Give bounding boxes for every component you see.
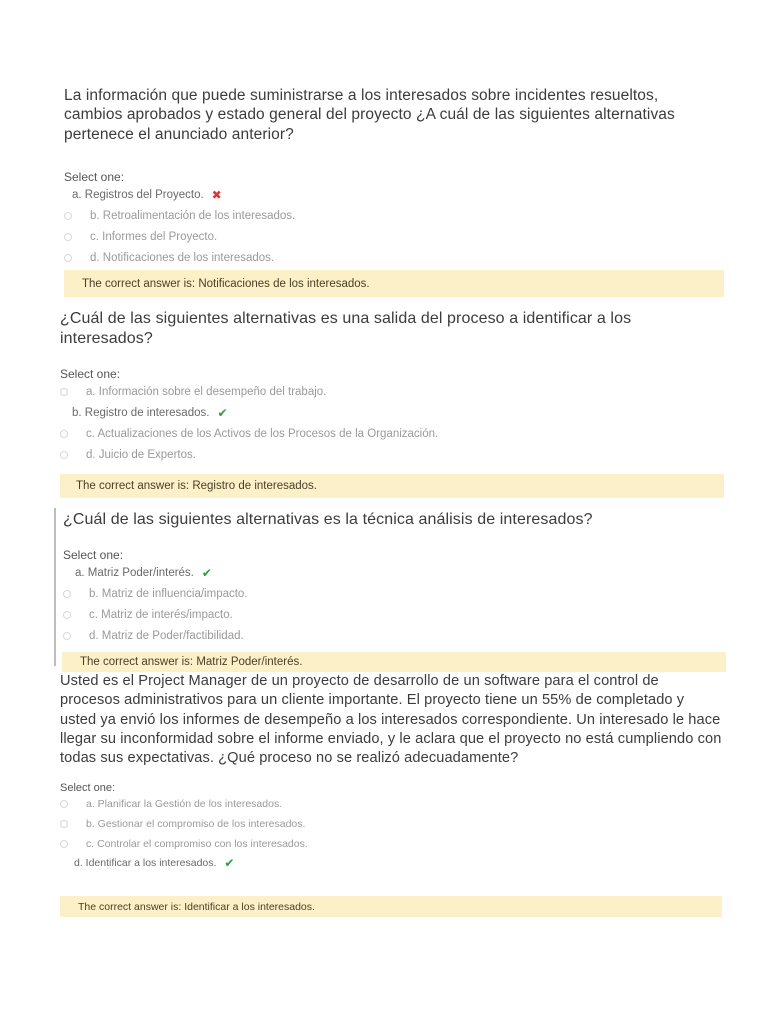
option-label: d. Juicio de Expertos. [86,448,196,461]
option-d[interactable] [63,625,728,646]
option-label: d. Identificar a los interesados. [74,857,217,870]
check-icon: ✔ [217,405,228,420]
select-one-label: Select one: [60,782,116,795]
option-label: c. Informes del Proyecto. [90,230,218,243]
option-label: a. Matriz Poder/interés. [75,566,194,579]
option-c[interactable] [63,604,728,625]
question-text: Usted es el Project Manager de un proyecto de desarrollo de un software para el control de procesos administrativos para un cliente importante. El proyecto tiene un 55% de completado y usted ya envió los informes de desempeño a los interesados correspondiente. Un interesado le hace llegar su inconformidad sobre el informe enviado, y le aclara que el proyecto no está cumpliendo con todas sus expectativas. ¿Qué proceso no se realizó adecuadamente? [60,673,722,766]
option-label: d. Matriz de Poder/factibilidad. [89,629,244,642]
left-border [54,508,56,666]
feedback-text: The correct answer is: Registro de interesados. [76,480,317,492]
radio-icon[interactable] [60,800,68,808]
option-a[interactable] [60,794,725,814]
radio-icon[interactable] [64,233,72,241]
feedback-text: The correct answer is: Matriz Poder/interés. [80,656,303,668]
feedback-box [60,896,722,917]
question-1 [64,86,724,268]
option-a[interactable] [60,381,725,402]
question-4 [60,672,725,872]
option-b[interactable] [72,402,725,423]
feedback-box [60,474,724,498]
question-3 [63,510,728,646]
option-c[interactable] [60,423,725,444]
feedback-box [62,652,726,672]
check-icon: ✔ [201,565,212,580]
question-text: ¿Cuál de las siguientes alternativas es la técnica análisis de interesados? [63,511,593,528]
option-d[interactable] [64,247,724,268]
option-label: c. Actualizaciones de los Activos de los Procesos de la Organización. [86,427,439,440]
option-a[interactable] [58,184,724,205]
feedback-text: The correct answer is: Identificar a los interesados. [78,900,315,913]
option-label: b. Matriz de influencia/impacto. [89,587,248,600]
radio-icon[interactable] [60,820,68,828]
question-2 [60,309,725,465]
feedback-text: The correct answer is: Notificaciones de los interesados. [82,277,370,290]
option-b[interactable] [60,814,725,834]
option-a[interactable] [75,562,728,583]
cross-icon: ✖ [211,187,222,202]
option-b[interactable] [63,583,728,604]
radio-icon[interactable] [63,611,71,619]
radio-icon[interactable] [60,388,68,396]
check-icon: ✔ [224,856,235,871]
option-label: a. Registros del Proyecto. [72,188,204,201]
option-label: a. Información sobre el desempeño del trabajo. [86,385,327,398]
radio-icon[interactable] [63,632,71,640]
option-label: d. Notificaciones de los interesados. [90,251,275,264]
radio-icon[interactable] [63,590,71,598]
option-label: c. Controlar el compromiso con los interesados. [86,838,308,851]
radio-icon[interactable] [64,254,72,262]
option-b[interactable] [64,205,724,226]
radio-icon[interactable] [60,840,68,848]
option-c[interactable] [64,226,724,247]
radio-icon[interactable] [60,451,68,459]
option-c[interactable] [60,834,725,854]
option-label: b. Gestionar el compromiso de los interesados. [86,818,306,831]
option-label: b. Registro de interesados. [72,406,210,419]
question-text: La información que puede suministrarse a los interesados sobre incidentes resueltos, cambios aprobados y estado general del proyecto ¿A cuál de las siguientes alternativas pertenece el anunciado anterior? [64,87,675,143]
radio-icon[interactable] [60,430,68,438]
select-one-label: Select one: [64,170,125,185]
feedback-box [64,270,724,297]
option-d[interactable] [74,854,725,872]
select-one-label: Select one: [63,548,124,562]
select-one-label: Select one: [60,367,121,381]
option-label: a. Planificar la Gestión de los interesados. [86,798,283,811]
option-label: c. Matriz de interés/impacto. [89,608,233,621]
radio-icon[interactable] [64,212,72,220]
question-text: ¿Cuál de las siguientes alternativas es una salida del proceso a identificar a los interesados? [60,310,632,347]
option-label: b. Retroalimentación de los interesados. [90,209,296,222]
option-d[interactable] [60,444,725,465]
